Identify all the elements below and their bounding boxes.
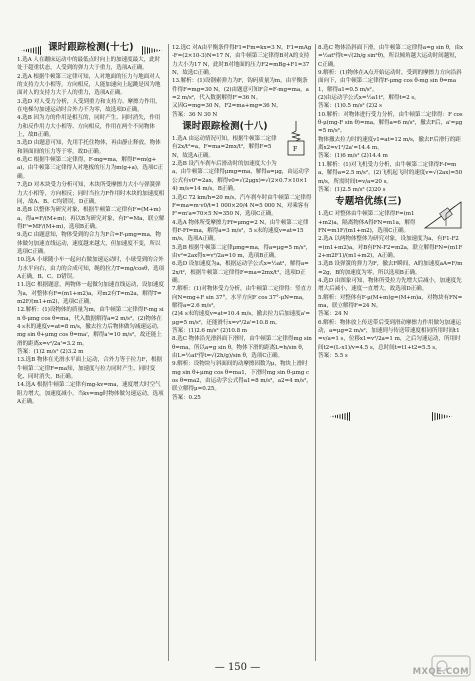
answer-item: 8.选C 物体沿光滑斜面下滑时，由牛顿第二定律得mg sin θ=ma，所以a=g sin θ，物体下滑的距离L=h/sin θ，由L=½at²得t=√(2h/g)/sin θ，选项C正确。	[172, 336, 312, 360]
answer-list	[318, 44, 463, 194]
answer-item: 2.选A 根据牛顿第三定律可知，人对地面的压力与地面对人的支持力大小相等，方向相反，人能加速向上起跳是因为地面对人的支持力大于人的重力，选项A正确。	[17, 73, 161, 97]
answer-item: 10.选A 小球随小车一起向右做加速运动时，小球受到的合外力水平向右，由力的合成可知，绳的拉力T=mg/cosθ，选项A正确，B、C、D错误。	[17, 257, 164, 280]
answer-item: 13.解析：(1)设钢索弹力为F，钩码质量为m，由平衡条件得F=mg=30 N。(2)由题意可知F合=F-mg=ma，a=2 m/s²，代入数据解得F'=36 N。	[172, 78, 309, 102]
column-divider	[168, 44, 169, 661]
answer-item: (2)由运动学公式x=½a1t²，解得t=2 s。	[318, 95, 420, 102]
answer-item: 又因G=mg=30 N，F2=ma+mg=36 N。	[172, 103, 282, 110]
answer-item: 6.选D 设加速度为a，根据运动学公式x=½at²，解得a=2x/t²，根据牛顿第二定律得F=ma=2mx/t²，选项D正确。	[172, 261, 309, 284]
answer-item: 答案：24 N	[318, 311, 349, 318]
answer-item: 1.选A 人在蹦床运动中的最低点时向上的加速度最大，此时处于超重状态，人受到的弹力大于重力，选项A正确。	[17, 57, 161, 72]
answer-item: 答案：0.25	[172, 394, 201, 401]
answer-item: 答案：(1)2.5 m/s² (2)20 s	[318, 186, 386, 193]
answer-item: 7.选D 对木块受力分析可知，木块所受摩擦力大小与弹簧弹力大小相等，方向相反；同时当拉力F作用时木块的加速度相同，故A、B、C均错误，D正确。	[17, 182, 165, 205]
answer-item: 3.选B 设弹簧的弹力为F，撤去F瞬间，A的加速度aA=F/m=2g，B的加速度为零，所以选项B正确。	[318, 261, 463, 276]
answer-item: 9.解析：(1)物体在A点开始运动时，受到的摩擦力方向沿斜面向下，由牛顿第二定律得F-μmg cos θ-mg sin θ=ma1，解得a1=0.5 m/s²。	[318, 70, 462, 93]
watermark-text: MXQE.COM	[412, 667, 469, 677]
answer-column-2	[172, 44, 312, 665]
answer-item: 2.选B 设汽车刹车后滑动时的加速度大小为a，由牛顿第二定律得μmg=ma，解得a=μg，由运动学公式有v0²=2ax，解得v0=√(2μgx)=√(2×0.7×10×14) m/s=14 m/s，B正确。	[172, 161, 310, 193]
answer-item: 答案：(1)6 m/s² (2)14.4 m	[318, 153, 388, 160]
answer-item: 6.解析：物体放上传送带后受到滑动摩擦力作用做匀加速运动，a=μg=2 m/s²，加速到与传送带速度相同所用时间t1=v/a=1 s，位移x1=v²/2a=1 m，之后匀速运动，所用时间t2=(L-x1)/v=4.5 s，总时间t=t1+t2=5.5 s。	[318, 319, 462, 351]
answer-list	[172, 44, 312, 119]
answer-item: 答案：5.5 s	[318, 353, 348, 360]
answer-item: 12.选C 对A由平衡条件得F1=Fm=kx=3 N，F1=mAg-F=(2×10-3)N=17 N，由牛顿第三定律得B对A的支持力大小为17 N，此时B对地面的压力F2=mBg+F1=37 N，故选C正确。	[172, 45, 312, 77]
column-divider	[315, 44, 316, 661]
answer-item: 4.选B 因为力的作用是相互的，同时产生、同时消失，作用力和反作用力大小相等、方向相反，作用在两个不同物体上，故B正确。	[17, 115, 161, 139]
answer-list	[17, 56, 165, 406]
spring-scale-diagram	[282, 121, 310, 161]
answer-item: 5.选B 根据牛顿第二定律μmg=ma，得a=μg=5 m/s²，由v²=2ax得x=v²/2a=10 m，选项B正确。	[172, 244, 312, 259]
answer-item: 6.选C 根据牛顿第二定律得，F-mg=ma，解得F=m(g+a)，由牛顿第三定律得人对地板的压力为m(g+a)，选项C正确。	[17, 157, 164, 180]
answer-item: 3.选C 72 km/h=20 m/s，汽车刹车时由牛顿第二定律得F=ma=m·v0/t=1 000×20/4 N=5 000 N，对乘客有F'=m'a=70×5 N=350 N，选项C正确。	[172, 194, 312, 218]
answer-item: 14.选A 根据牛顿第二定律有mg-kv=ma，速度增大时空气阻力增大，加速度减小，当kv=mg时物体做匀速运动，选项A正确。	[17, 382, 164, 406]
answer-item: 5.解析：对整体有F-μ(M+m)g=(M+m)a，对物块有FN=ma，联立解得F=24 N。	[318, 294, 463, 309]
answer-item: 物体撤去拉力时的速度v1=at=12 m/s，撤去F后滑行的距离x2=v1²/2a'=14.4 m。	[318, 136, 461, 152]
section-title-17: 课时跟踪检测(十七)	[48, 42, 134, 53]
section-title-special-3: 专题培优练(三)	[335, 196, 402, 208]
answer-item: 答案：(1)0.5 m/s² (2)2 s	[318, 103, 382, 110]
answer-item: 8.选B 以整体为研究对象，根据牛顿第二定律有F=(M+m)a，得a=F/(M+m)；再以B为研究对象，有F'=Ma，联立解得F'=MF/(M+m)，选项B正确。	[17, 207, 165, 230]
answer-item: 3.选D 对人受力分析，人受到重力和支持力、摩擦力作用，在电梯匀加速运动时合外力不为零，故选项D正确。	[17, 98, 161, 114]
answer-item: (2)4 s末的速度v=at=10.4 m/s，撤去拉力后加速度a'=μg=5 m/s²，还能滑行x=v²/2a'=10.8 m。	[172, 311, 311, 326]
answer-item: 2.选A 以两物体整体为研究对象，设加速度为a，有F1-F2=(m1+m2)a，对B有FN-F2=m2a，联立解得FN=(m1F2+m2F1)/(m1+m2)，A正确。	[318, 236, 463, 259]
answer-item: 4.选A 物体所受摩擦力Ff=μmg=2 N，由牛顿第二定律得F-Ff=ma，解得a=3 m/s²，5 s末的速度v=at=15 m/s，选项A正确。	[172, 219, 309, 243]
answer-item: 1.选C 对整体由牛顿第二定律得F=(m1+m2)a，隔离物体A得FN=m1a，解得FN=m1F/(m1+m2)，选项C正确。	[318, 211, 416, 234]
answer-item: 7.解析：(1)对物体受力分析，由牛顿第二定律得：竖直方向N=mg+F sin 37°，水平方向F cos 37°-μN=ma，解得a=2.6 m/s²。	[172, 286, 312, 309]
answer-list	[318, 210, 463, 360]
answer-item: 9.解析：设物块与斜面间的动摩擦因数为μ，物块上滑时mg sin θ+μmg cos θ=ma1，下滑时mg sin θ-μmg cos θ=ma2，由运动学公式得a1=8 m/s²，a2=4 m/s²，联立解得μ=0.25。	[172, 361, 312, 393]
answer-item: 12.解析：(1)设物体的质量为m，由牛顿第二定律得F-mg sin θ-μmg cos θ=ma，代入数据解得a=2 m/s²。(2)物体在4 s末的速度v=at=8 m/s，撤去拉力后物体做匀减速运动，mg sin θ+μmg cos θ=ma'，解得a'=10 m/s²，故还能上滑的距离x=v²/2a'=3.2 m。	[17, 307, 164, 347]
answer-item: 答案：36 N 30 N	[172, 111, 218, 118]
answer-item: 10.解析：对物体进行受力分析，由牛顿第二定律得：F cos θ-μ(mg-F sin θ)=ma，解得a=6 m/s²，撤去F后，a'=μg=5 m/s²。	[318, 111, 463, 135]
answer-item: 8.选C 物体沿斜面下滑，由牛顿第二定律得a=g sin θ，由x=½at²得t=√(2h/g sin²θ)，所以倾角越大运动时间越短，C正确。	[318, 45, 463, 68]
answer-item: 5.选D 由题意可知，先用手托住物体，再由静止释放，物体和斜面间的压力等于零，故D正确。	[17, 140, 161, 155]
answer-column-1	[17, 40, 165, 665]
incline-force-diagram	[423, 196, 463, 230]
answer-item: 4.选D 由图象可知，物体所受拉力先增大后减小，加速度先增大后减小，速度一直增大，故选项D正确。	[318, 277, 462, 293]
answer-column-3	[318, 44, 463, 665]
section-title-18: 课时跟踪检测(十八)	[182, 121, 268, 133]
answer-item: 11.解析：(1)对飞机受力分析，由牛顿第二定律得F-f=ma，解得a=2.5 m/s²。(2)飞机起飞时的速度v=√(2ax)=50 m/s，所需时间t=v/a=20 s。	[318, 161, 463, 185]
answer-item: 13.选B 物体在光滑水平面上运动，合外力等于拉力F，根据牛顿第二定律F=ma知，加速度与拉力同时产生、同时变化、同时消失，B正确。	[17, 357, 163, 381]
answer-item: 1.选A 由运动情况可知，根据牛顿第二定律有2x/t²=a，F=ma=2mx/t²，解得F=5 N，故选A正确。	[172, 136, 277, 159]
answer-list	[172, 135, 312, 402]
answer-item: 答案：(1)2 m/s² (2)3.2 m	[17, 349, 84, 356]
page-number: — 150 —	[214, 662, 261, 673]
answer-item: 11.选C 根据题意，两物体一起做匀加速直线运动，设加速度为a，对整体有F=(m1+m2)a，对m2有T=m2a，解得T=m2F/(m1+m2)，选项C正确。	[17, 282, 164, 305]
answer-item: 答案：(1)2.6 m/s² (2)10.8 m	[172, 328, 247, 334]
svg-text:F: F	[293, 146, 298, 154]
answer-item: 9.选C 由题意知，物体受到的合力为F合=F-μmg=ma，物体做匀加速直线运动，速度越来越大，但加速度不变，所以选项C正确。	[17, 232, 161, 255]
